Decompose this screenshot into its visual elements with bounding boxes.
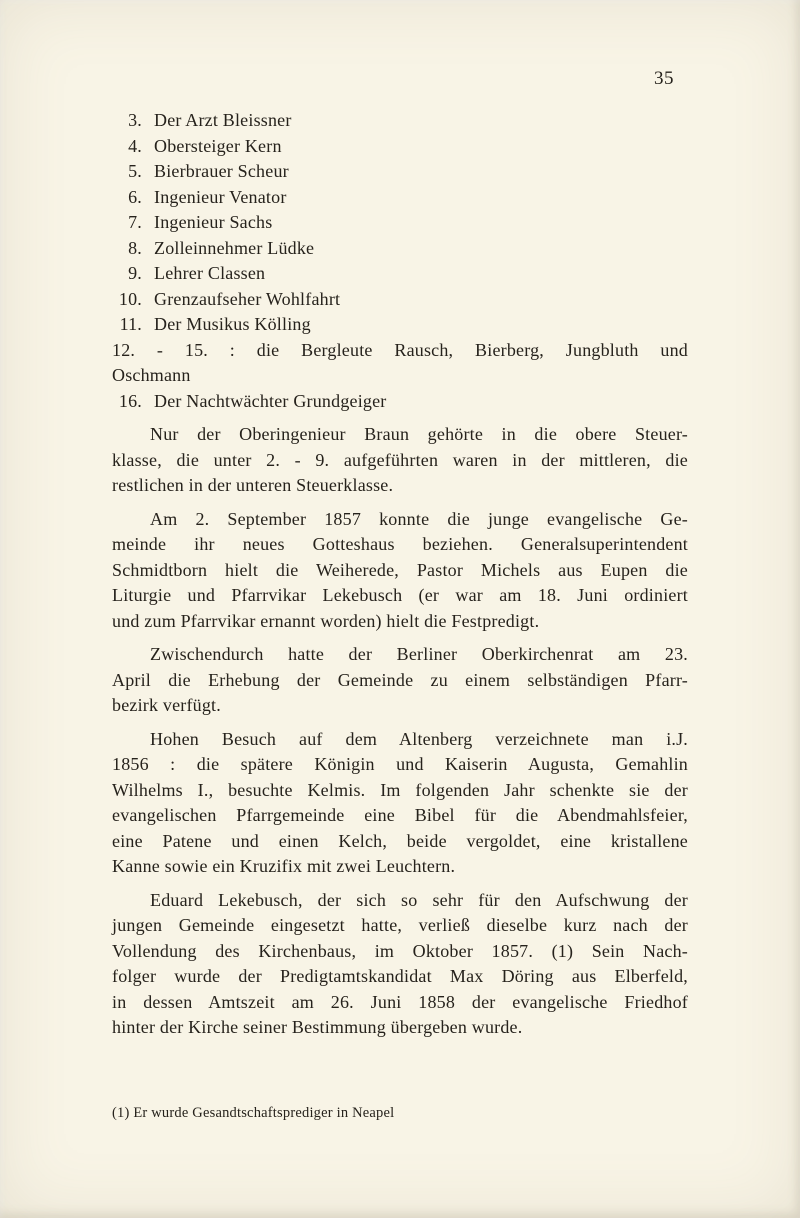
paragraph xyxy=(112,642,688,719)
list-item-number: 3. xyxy=(128,110,142,130)
list-item-number: 8. xyxy=(128,237,142,258)
paragraph-line: Kanne sowie ein Kruzifix mit zwei Leuchtern. xyxy=(112,856,456,876)
paragraph xyxy=(112,888,688,1041)
list-item-number: 7. xyxy=(128,212,142,232)
list-item-number: 10. xyxy=(118,288,142,309)
page-number: 35 xyxy=(654,68,674,89)
list-item-label: Ingenieur Sachs xyxy=(154,212,273,232)
list-item xyxy=(112,261,688,287)
list-item-label: Der Nachtwächter Grundgeiger xyxy=(154,390,387,411)
list-item xyxy=(112,108,688,134)
paragraph-line: April die Erhebung der Gemeinde zu einem selbständigen Pfarr- xyxy=(112,669,688,690)
paragraph-line: meinde ihr neues Gotteshaus beziehen. Generalsuperintendent xyxy=(112,534,688,554)
paragraph-line: Schmidtborn hielt die Weiherede, Pastor Michels aus Eupen die xyxy=(112,559,688,580)
list-item xyxy=(112,134,688,160)
paragraph xyxy=(112,727,688,880)
paragraph-line: Hohen Besuch auf dem Altenberg verzeichnete man i.J. xyxy=(150,728,688,749)
list-item xyxy=(112,236,688,262)
list-item-label: Ingenieur Venator xyxy=(154,186,287,207)
list-item-range-continuation: Oschmann xyxy=(112,365,191,385)
list-item-label: Der Arzt Bleissner xyxy=(154,110,292,130)
paragraph-line: klasse, die unter 2. - 9. aufgeführten waren in der mittleren, die xyxy=(112,449,688,470)
list-item-label: Obersteiger Kern xyxy=(154,135,282,156)
list-item-number: 6. xyxy=(128,186,142,207)
footnote: (1) Er wurde Gesandtschaftsprediger in Neapel xyxy=(112,1104,395,1121)
paragraph-line: Nur der Oberingenieur Braun gehörte in die obere Steuer- xyxy=(150,424,688,444)
paragraph-line: hinter der Kirche seiner Bestimmung übergeben wurde. xyxy=(112,1017,523,1037)
paragraph-line: und zum Pfarrvikar ernannt worden) hielt die Festpredigt. xyxy=(112,610,540,631)
list-item xyxy=(112,210,688,236)
paragraph-line: 1856 : die spätere Königin und Kaiserin Augusta, Gemahlin xyxy=(112,754,688,774)
paragraph-line: Eduard Lekebusch, der sich so sehr für den Aufschwung der xyxy=(150,889,688,910)
list-item-range: 12. - 15. : die Bergleute Rausch, Bierberg, Jungbluth und xyxy=(112,339,688,360)
paragraph-line: evangelischen Pfarrgemeinde eine Bibel für die Abendmahlsfeier, xyxy=(112,805,688,825)
list-item-number: 5. xyxy=(128,161,142,181)
list-item xyxy=(112,287,688,313)
paragraph-line: Wilhelms I., besuchte Kelmis. Im folgenden Jahr schenkte sie der xyxy=(112,779,688,800)
paragraph-line: in dessen Amtszeit am 26. Juni 1858 der evangelische Friedhof xyxy=(112,991,688,1012)
list-item-number: 9. xyxy=(128,263,142,283)
list-item xyxy=(112,389,688,415)
paragraph-line: Liturgie und Pfarrvikar Lekebusch (er war am 18. Juni ordiniert xyxy=(112,585,688,605)
roster-list xyxy=(112,108,688,414)
paragraph xyxy=(112,507,688,635)
list-item xyxy=(112,185,688,211)
paragraph-line: Am 2. September 1857 konnte die junge evangelische Ge- xyxy=(150,508,688,529)
list-item xyxy=(112,312,688,338)
paragraph xyxy=(112,422,688,499)
paragraph-line: restlichen in der unteren Steuerklasse. xyxy=(112,475,394,495)
paragraph-line: jungen Gemeinde eingesetzt hatte, verließ dieselbe kurz nach der xyxy=(112,915,688,935)
paragraph-line: folger wurde der Predigtamtskandidat Max Döring aus Elberfeld, xyxy=(112,966,688,986)
list-item-number: 4. xyxy=(128,135,142,156)
list-item-label: Lehrer Classen xyxy=(154,263,266,283)
list-item-number: 11. xyxy=(119,314,142,334)
paragraph-line: Zwischendurch hatte der Berliner Oberkirchenrat am 23. xyxy=(150,644,688,664)
paragraph-line: eine Patene und einen Kelch, beide vergoldet, eine kristallene xyxy=(112,830,688,851)
list-item-number: 16. xyxy=(118,390,142,411)
page-content xyxy=(112,108,688,1123)
paragraph-line: Vollendung des Kirchenbaus, im Oktober 1857. (1) Sein Nach- xyxy=(112,940,688,961)
list-item-label: Grenzaufseher Wohlfahrt xyxy=(154,288,341,309)
list-item xyxy=(112,159,688,185)
paragraph-line: bezirk verfügt. xyxy=(112,695,221,715)
list-item-label: Bierbrauer Scheur xyxy=(154,161,289,181)
list-item-label: Zolleinnehmer Lüdke xyxy=(154,237,315,258)
list-item-label: Der Musikus Kölling xyxy=(154,314,311,334)
